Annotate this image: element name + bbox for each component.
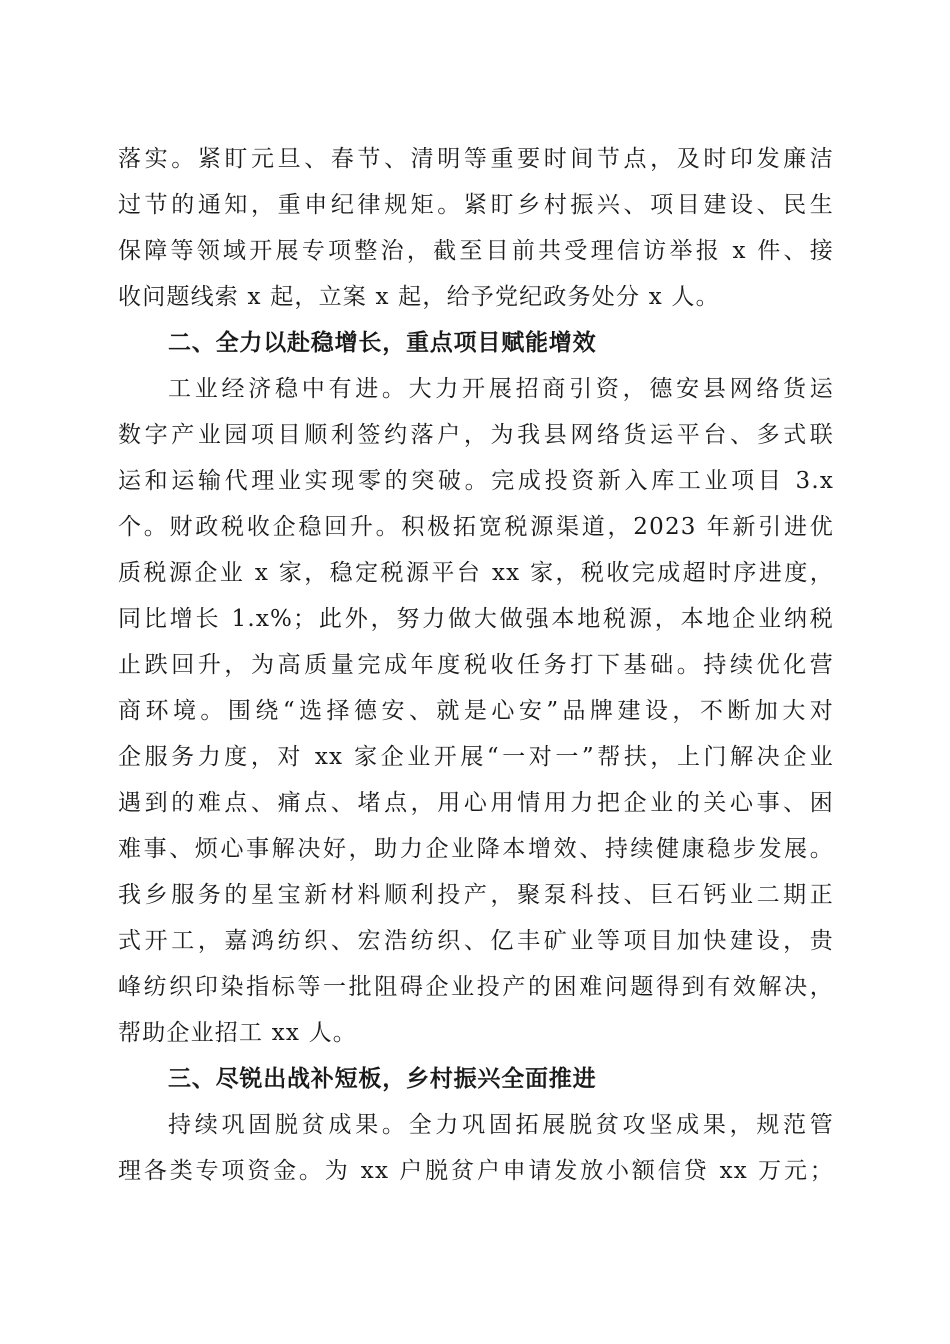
text-line: 工业经济稳中有进。大力开展招商引资，德安县网络货运 xyxy=(168,376,834,402)
text-line: 商环境。围绕“选择德安、就是心安”品牌建设，不断加大对 xyxy=(118,698,834,724)
section-heading-3: 三、尽锐出战补短板，乡村振兴全面推进 xyxy=(168,1066,597,1092)
text-line: 峰纺织印染指标等一批阻碍企业投产的困难问题得到有效解决， xyxy=(118,974,834,1000)
document-body xyxy=(118,136,834,1194)
text-line: 持续巩固脱贫成果。全力巩固拓展脱贫攻坚成果，规范管 xyxy=(168,1112,834,1138)
text-line: 帮助企业招工 xx 人。 xyxy=(118,1020,357,1046)
text-line: 式开工，嘉鸿纺织、宏浩纺织、亿丰矿业等项目加快建设，贵 xyxy=(118,928,834,954)
text-line: 难事、烦心事解决好，助力企业降本增效、持续健康稳步发展。 xyxy=(118,836,834,862)
text-line: 收问题线索 x 起，立案 x 起，给予党纪政务处分 x 人。 xyxy=(118,284,720,310)
text-line: 保障等领域开展专项整治，截至目前共受理信访举报 x 件、接 xyxy=(118,238,834,264)
text-line: 我乡服务的星宝新材料顺利投产，聚泵科技、巨石钙业二期正 xyxy=(118,882,834,908)
text-line: 质税源企业 x 家，稳定税源平台 xx 家，税收完成超时序进度， xyxy=(118,560,834,586)
text-line: 止跌回升，为高质量完成年度税收任务打下基础。持续优化营 xyxy=(118,652,834,678)
text-line: 个。财政税收企稳回升。积极拓宽税源渠道，2023 年新引进优 xyxy=(118,514,834,540)
text-line: 遇到的难点、痛点、堵点，用心用情用力把企业的关心事、困 xyxy=(118,790,834,816)
text-line: 数字产业园项目顺利签约落户，为我县网络货运平台、多式联 xyxy=(118,422,834,448)
text-line: 企服务力度，对 xx 家企业开展“一对一”帮扶，上门解决企业 xyxy=(118,744,834,770)
text-line: 理各类专项资金。为 xx 户脱贫户申请发放小额信贷 xx 万元； xyxy=(118,1158,834,1184)
section-heading-2: 二、全力以赴稳增长，重点项目赋能增效 xyxy=(168,330,597,356)
text-line: 过节的通知，重申纪律规矩。紧盯乡村振兴、项目建设、民生 xyxy=(118,192,834,218)
text-line: 运和运输代理业实现零的突破。完成投资新入库工业项目 3.x xyxy=(118,468,834,494)
text-line: 落实。紧盯元旦、春节、清明等重要时间节点，及时印发廉洁 xyxy=(118,146,834,172)
text-line: 同比增长 1.x%；此外，努力做大做强本地税源，本地企业纳税 xyxy=(118,606,834,632)
